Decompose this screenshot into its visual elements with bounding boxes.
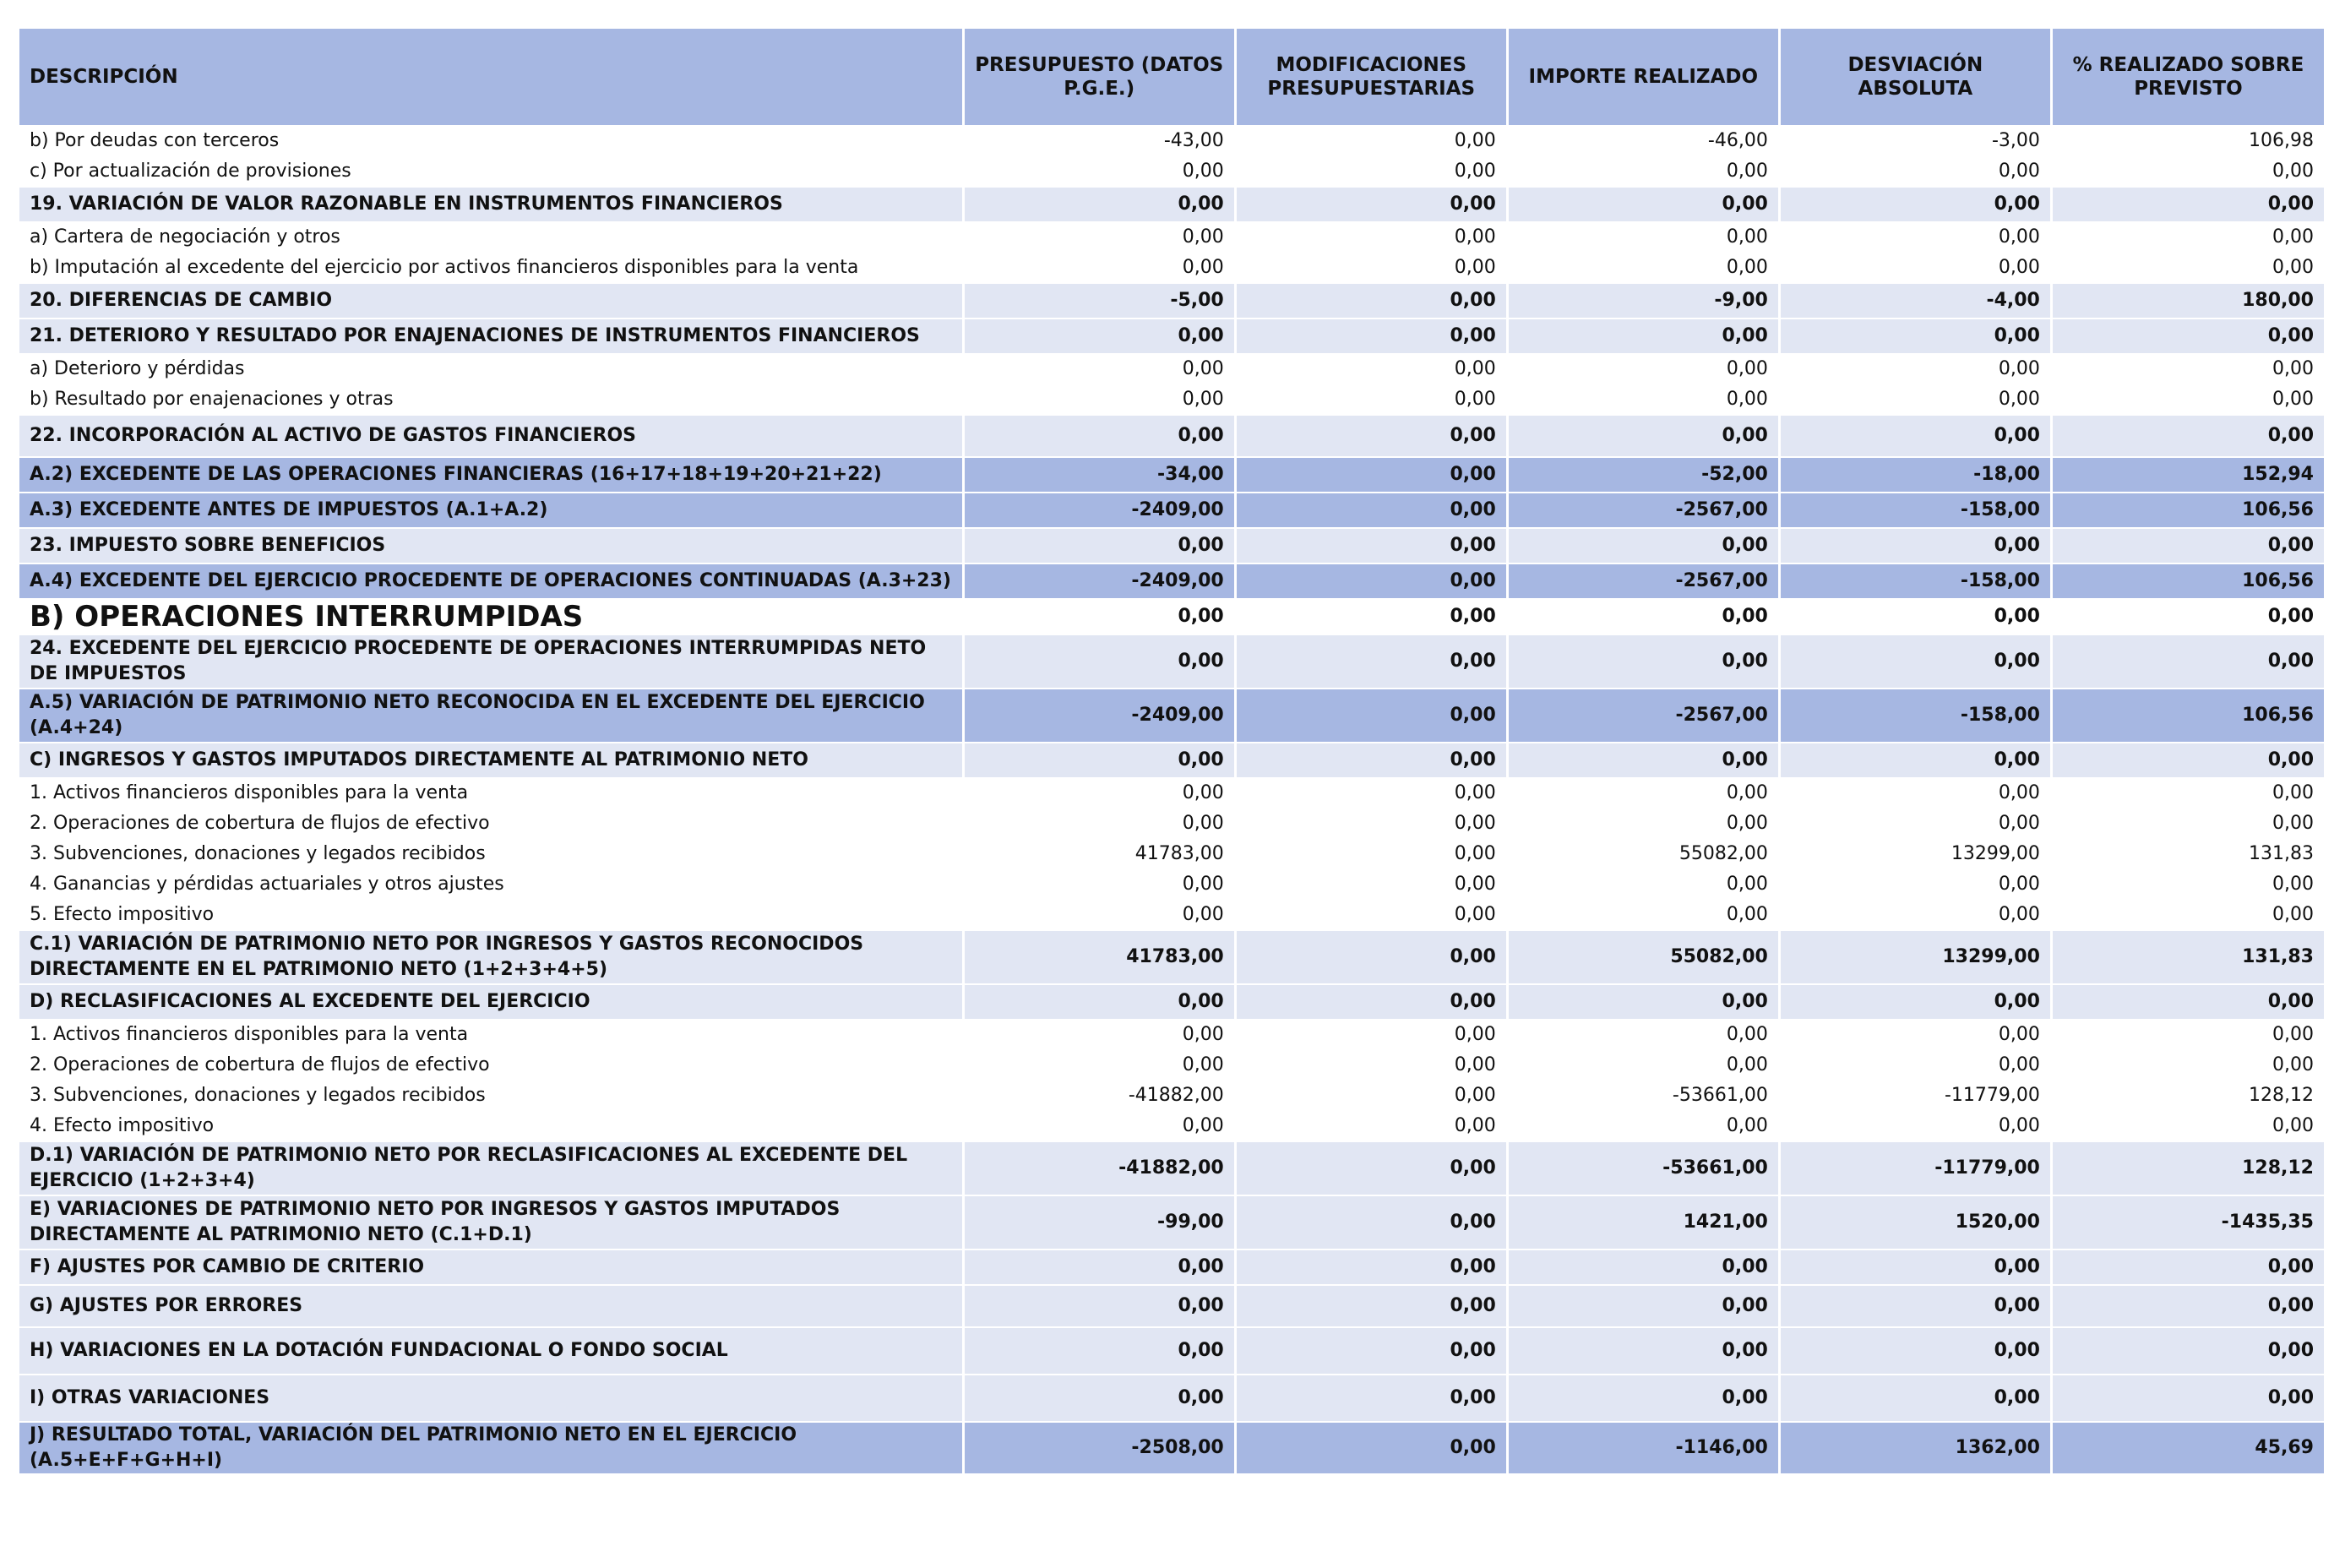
modificaciones-cell: 0,00 <box>1237 1112 1506 1141</box>
presupuesto-cell: 0,00 <box>965 1328 1234 1374</box>
importe-cell: 0,00 <box>1509 870 1778 899</box>
porcentaje-cell: 45,69 <box>2053 1423 2324 1473</box>
table-row <box>19 127 2324 155</box>
table-row <box>19 188 2324 221</box>
desviacion-cell: 0,00 <box>1781 385 2050 414</box>
presupuesto-cell: -43,00 <box>965 127 1234 155</box>
table-row <box>19 157 2324 186</box>
table-row <box>19 600 2324 634</box>
row-description: b) Imputación al excedente del ejercicio por activos financieros disponibles para la venta <box>19 253 962 282</box>
header-importe-realizado: IMPORTE REALIZADO <box>1509 29 1778 125</box>
importe-cell: 0,00 <box>1509 1112 1778 1141</box>
porcentaje-cell: 0,00 <box>2053 600 2324 634</box>
porcentaje-cell: 0,00 <box>2053 223 2324 252</box>
desviacion-cell: 0,00 <box>1781 1051 2050 1080</box>
row-description: 1. Activos financieros disponibles para la venta <box>19 1021 962 1049</box>
presupuesto-cell: -5,00 <box>965 284 1234 318</box>
table-row <box>19 743 2324 777</box>
row-description: H) VARIACIONES EN LA DOTACIÓN FUNDACIONAL O FONDO SOCIAL <box>19 1328 962 1374</box>
row-description: 20. DIFERENCIAS DE CAMBIO <box>19 284 962 318</box>
desviacion-cell: 0,00 <box>1781 1286 2050 1326</box>
presupuesto-cell: 0,00 <box>965 223 1234 252</box>
row-description: E) VARIACIONES DE PATRIMONIO NETO POR INGRESOS Y GASTOS IMPUTADOS DIRECTAMENTE AL PATRIMONIO NETO (C.1+D.1) <box>19 1196 962 1249</box>
desviacion-cell: 0,00 <box>1781 355 2050 384</box>
row-description: 19. VARIACIÓN DE VALOR RAZONABLE EN INSTRUMENTOS FINANCIEROS <box>19 188 962 221</box>
importe-cell: 0,00 <box>1509 743 1778 777</box>
importe-cell: 0,00 <box>1509 1328 1778 1374</box>
desviacion-cell: 0,00 <box>1781 985 2050 1019</box>
table-body <box>19 127 2324 1473</box>
modificaciones-cell: 0,00 <box>1237 1423 1506 1473</box>
budget-table <box>17 27 2326 1475</box>
presupuesto-cell: 0,00 <box>965 385 1234 414</box>
porcentaje-cell: 131,83 <box>2053 931 2324 983</box>
desviacion-cell: 0,00 <box>1781 743 2050 777</box>
row-description: A.2) EXCEDENTE DE LAS OPERACIONES FINANCIERAS (16+17+18+19+20+21+22) <box>19 458 962 492</box>
row-description: D.1) VARIACIÓN DE PATRIMONIO NETO POR RECLASIFICACIONES AL EXCEDENTE DEL EJERCICIO (1+2+3+4) <box>19 1142 962 1195</box>
presupuesto-cell: -2409,00 <box>965 493 1234 527</box>
row-description: 3. Subvenciones, donaciones y legados recibidos <box>19 840 962 868</box>
porcentaje-cell: 0,00 <box>2053 1051 2324 1080</box>
desviacion-cell: -158,00 <box>1781 493 2050 527</box>
row-description: F) AJUSTES POR CAMBIO DE CRITERIO <box>19 1250 962 1284</box>
header-row <box>19 29 2324 125</box>
table-row <box>19 635 2324 688</box>
table-row <box>19 985 2324 1019</box>
importe-cell: 1421,00 <box>1509 1196 1778 1249</box>
row-description: b) Resultado por enajenaciones y otras <box>19 385 962 414</box>
presupuesto-cell: 0,00 <box>965 529 1234 563</box>
importe-cell: 0,00 <box>1509 779 1778 808</box>
table-row <box>19 931 2324 983</box>
table-row <box>19 564 2324 598</box>
desviacion-cell: 0,00 <box>1781 319 2050 353</box>
modificaciones-cell: 0,00 <box>1237 600 1506 634</box>
modificaciones-cell: 0,00 <box>1237 1250 1506 1284</box>
row-description: 24. EXCEDENTE DEL EJERCICIO PROCEDENTE DE OPERACIONES INTERRUMPIDAS NETO DE IMPUESTOS <box>19 635 962 688</box>
importe-cell: 0,00 <box>1509 1375 1778 1421</box>
importe-cell: 0,00 <box>1509 223 1778 252</box>
presupuesto-cell: 0,00 <box>965 635 1234 688</box>
presupuesto-cell: -2409,00 <box>965 564 1234 598</box>
presupuesto-cell: 0,00 <box>965 1286 1234 1326</box>
modificaciones-cell: 0,00 <box>1237 870 1506 899</box>
presupuesto-cell: 0,00 <box>965 870 1234 899</box>
porcentaje-cell: 131,83 <box>2053 840 2324 868</box>
porcentaje-cell: 0,00 <box>2053 529 2324 563</box>
table-row <box>19 809 2324 838</box>
importe-cell: 0,00 <box>1509 385 1778 414</box>
modificaciones-cell: 0,00 <box>1237 1286 1506 1326</box>
desviacion-cell: -18,00 <box>1781 458 2050 492</box>
importe-cell: -1146,00 <box>1509 1423 1778 1473</box>
presupuesto-cell: -34,00 <box>965 458 1234 492</box>
porcentaje-cell: 0,00 <box>2053 1250 2324 1284</box>
row-description: 2. Operaciones de cobertura de flujos de efectivo <box>19 809 962 838</box>
modificaciones-cell: 0,00 <box>1237 416 1506 456</box>
desviacion-cell: 0,00 <box>1781 901 2050 929</box>
presupuesto-cell: 0,00 <box>965 743 1234 777</box>
desviacion-cell: 0,00 <box>1781 157 2050 186</box>
presupuesto-cell: 0,00 <box>965 319 1234 353</box>
modificaciones-cell: 0,00 <box>1237 223 1506 252</box>
desviacion-cell: -158,00 <box>1781 689 2050 742</box>
porcentaje-cell: 0,00 <box>2053 385 2324 414</box>
presupuesto-cell: -41882,00 <box>965 1142 1234 1195</box>
row-description: C.1) VARIACIÓN DE PATRIMONIO NETO POR INGRESOS Y GASTOS RECONOCIDOS DIRECTAMENTE EN EL PATRIMONIO NETO (1+2+3+4+5) <box>19 931 962 983</box>
desviacion-cell: -158,00 <box>1781 564 2050 598</box>
table-row <box>19 458 2324 492</box>
porcentaje-cell: 0,00 <box>2053 635 2324 688</box>
importe-cell: 0,00 <box>1509 1250 1778 1284</box>
desviacion-cell: -11779,00 <box>1781 1081 2050 1110</box>
presupuesto-cell: 0,00 <box>965 1375 1234 1421</box>
table-row <box>19 1051 2324 1080</box>
desviacion-cell: 1362,00 <box>1781 1423 2050 1473</box>
importe-cell: 0,00 <box>1509 1021 1778 1049</box>
presupuesto-cell: 0,00 <box>965 985 1234 1019</box>
porcentaje-cell: 106,56 <box>2053 689 2324 742</box>
desviacion-cell: -11779,00 <box>1781 1142 2050 1195</box>
presupuesto-cell: 0,00 <box>965 416 1234 456</box>
presupuesto-cell: 0,00 <box>965 600 1234 634</box>
desviacion-cell: 0,00 <box>1781 188 2050 221</box>
table-row <box>19 1286 2324 1326</box>
header-modificaciones: MODIFICACIONES PRESUPUESTARIAS <box>1237 29 1506 125</box>
porcentaje-cell: 128,12 <box>2053 1142 2324 1195</box>
importe-cell: 0,00 <box>1509 985 1778 1019</box>
row-description: 4. Ganancias y pérdidas actuariales y otros ajustes <box>19 870 962 899</box>
importe-cell: 0,00 <box>1509 319 1778 353</box>
porcentaje-cell: 0,00 <box>2053 1375 2324 1421</box>
importe-cell: 0,00 <box>1509 635 1778 688</box>
desviacion-cell: 0,00 <box>1781 529 2050 563</box>
porcentaje-cell: 0,00 <box>2053 743 2324 777</box>
modificaciones-cell: 0,00 <box>1237 689 1506 742</box>
row-description: A.4) EXCEDENTE DEL EJERCICIO PROCEDENTE DE OPERACIONES CONTINUADAS (A.3+23) <box>19 564 962 598</box>
modificaciones-cell: 0,00 <box>1237 1196 1506 1249</box>
row-description: a) Deterioro y pérdidas <box>19 355 962 384</box>
porcentaje-cell: 0,00 <box>2053 1328 2324 1374</box>
row-description: 4. Efecto impositivo <box>19 1112 962 1141</box>
importe-cell: -2567,00 <box>1509 493 1778 527</box>
table-row <box>19 840 2324 868</box>
presupuesto-cell: -2508,00 <box>965 1423 1234 1473</box>
porcentaje-cell: 0,00 <box>2053 809 2324 838</box>
row-description: 3. Subvenciones, donaciones y legados recibidos <box>19 1081 962 1110</box>
desviacion-cell: 0,00 <box>1781 1375 2050 1421</box>
importe-cell: -46,00 <box>1509 127 1778 155</box>
table-row <box>19 223 2324 252</box>
presupuesto-cell: 0,00 <box>965 1112 1234 1141</box>
desviacion-cell: 13299,00 <box>1781 840 2050 868</box>
modificaciones-cell: 0,00 <box>1237 458 1506 492</box>
modificaciones-cell: 0,00 <box>1237 319 1506 353</box>
desviacion-cell: 0,00 <box>1781 1250 2050 1284</box>
importe-cell: -52,00 <box>1509 458 1778 492</box>
desviacion-cell: 0,00 <box>1781 635 2050 688</box>
table-row <box>19 1375 2324 1421</box>
importe-cell: 0,00 <box>1509 809 1778 838</box>
modificaciones-cell: 0,00 <box>1237 1021 1506 1049</box>
table-row <box>19 1142 2324 1195</box>
row-description: D) RECLASIFICACIONES AL EXCEDENTE DEL EJERCICIO <box>19 985 962 1019</box>
modificaciones-cell: 0,00 <box>1237 385 1506 414</box>
porcentaje-cell: 0,00 <box>2053 319 2324 353</box>
presupuesto-cell: 0,00 <box>965 901 1234 929</box>
importe-cell: 0,00 <box>1509 1051 1778 1080</box>
desviacion-cell: 0,00 <box>1781 1112 2050 1141</box>
row-description: 5. Efecto impositivo <box>19 901 962 929</box>
importe-cell: 55082,00 <box>1509 840 1778 868</box>
desviacion-cell: 0,00 <box>1781 1328 2050 1374</box>
porcentaje-cell: 0,00 <box>2053 416 2324 456</box>
table-row <box>19 1328 2324 1374</box>
porcentaje-cell: 0,00 <box>2053 1021 2324 1049</box>
modificaciones-cell: 0,00 <box>1237 493 1506 527</box>
table-row <box>19 901 2324 929</box>
importe-cell: -2567,00 <box>1509 564 1778 598</box>
porcentaje-cell: 0,00 <box>2053 779 2324 808</box>
table-row <box>19 1250 2324 1284</box>
importe-cell: 0,00 <box>1509 157 1778 186</box>
table-row <box>19 529 2324 563</box>
desviacion-cell: 0,00 <box>1781 600 2050 634</box>
row-description: G) AJUSTES POR ERRORES <box>19 1286 962 1326</box>
table-row <box>19 284 2324 318</box>
header-presupuesto: PRESUPUESTO (DATOS P.G.E.) <box>965 29 1234 125</box>
row-description: A.5) VARIACIÓN DE PATRIMONIO NETO RECONOCIDA EN EL EXCEDENTE DEL EJERCICIO (A.4+24) <box>19 689 962 742</box>
importe-cell: 0,00 <box>1509 355 1778 384</box>
porcentaje-cell: 106,98 <box>2053 127 2324 155</box>
table-row <box>19 1021 2324 1049</box>
table-row <box>19 1112 2324 1141</box>
presupuesto-cell: 41783,00 <box>965 931 1234 983</box>
desviacion-cell: 0,00 <box>1781 779 2050 808</box>
desviacion-cell: 0,00 <box>1781 416 2050 456</box>
presupuesto-cell: 0,00 <box>965 1051 1234 1080</box>
presupuesto-cell: 0,00 <box>965 779 1234 808</box>
table-row <box>19 689 2324 742</box>
row-description: c) Por actualización de provisiones <box>19 157 962 186</box>
importe-cell: 0,00 <box>1509 188 1778 221</box>
table-row <box>19 385 2324 414</box>
table-row <box>19 779 2324 808</box>
porcentaje-cell: 0,00 <box>2053 253 2324 282</box>
importe-cell: 0,00 <box>1509 529 1778 563</box>
porcentaje-cell: 0,00 <box>2053 188 2324 221</box>
importe-cell: 0,00 <box>1509 901 1778 929</box>
importe-cell: 0,00 <box>1509 600 1778 634</box>
porcentaje-cell: 0,00 <box>2053 157 2324 186</box>
porcentaje-cell: 0,00 <box>2053 870 2324 899</box>
presupuesto-cell: 0,00 <box>965 809 1234 838</box>
presupuesto-cell: 0,00 <box>965 157 1234 186</box>
modificaciones-cell: 0,00 <box>1237 355 1506 384</box>
row-description: a) Cartera de negociación y otros <box>19 223 962 252</box>
presupuesto-cell: 0,00 <box>965 1021 1234 1049</box>
modificaciones-cell: 0,00 <box>1237 985 1506 1019</box>
desviacion-cell: 13299,00 <box>1781 931 2050 983</box>
table-row <box>19 355 2324 384</box>
porcentaje-cell: 152,94 <box>2053 458 2324 492</box>
table-row <box>19 870 2324 899</box>
importe-cell: 0,00 <box>1509 1286 1778 1326</box>
porcentaje-cell: -1435,35 <box>2053 1196 2324 1249</box>
table-row <box>19 319 2324 353</box>
modificaciones-cell: 0,00 <box>1237 779 1506 808</box>
row-description: 21. DETERIORO Y RESULTADO POR ENAJENACIONES DE INSTRUMENTOS FINANCIEROS <box>19 319 962 353</box>
presupuesto-cell: 0,00 <box>965 253 1234 282</box>
modificaciones-cell: 0,00 <box>1237 809 1506 838</box>
table-row <box>19 416 2324 456</box>
modificaciones-cell: 0,00 <box>1237 1051 1506 1080</box>
presupuesto-cell: 0,00 <box>965 1250 1234 1284</box>
importe-cell: -9,00 <box>1509 284 1778 318</box>
importe-cell: -53661,00 <box>1509 1081 1778 1110</box>
porcentaje-cell: 180,00 <box>2053 284 2324 318</box>
importe-cell: 55082,00 <box>1509 931 1778 983</box>
modificaciones-cell: 0,00 <box>1237 1142 1506 1195</box>
presupuesto-cell: -2409,00 <box>965 689 1234 742</box>
table-row <box>19 253 2324 282</box>
modificaciones-cell: 0,00 <box>1237 529 1506 563</box>
porcentaje-cell: 0,00 <box>2053 1286 2324 1326</box>
row-description: J) RESULTADO TOTAL, VARIACIÓN DEL PATRIMONIO NETO EN EL EJERCICIO (A.5+E+F+G+H+I) <box>19 1423 962 1473</box>
modificaciones-cell: 0,00 <box>1237 1328 1506 1374</box>
presupuesto-cell: -99,00 <box>965 1196 1234 1249</box>
modificaciones-cell: 0,00 <box>1237 157 1506 186</box>
modificaciones-cell: 0,00 <box>1237 635 1506 688</box>
modificaciones-cell: 0,00 <box>1237 127 1506 155</box>
table-row <box>19 1196 2324 1249</box>
modificaciones-cell: 0,00 <box>1237 253 1506 282</box>
desviacion-cell: 0,00 <box>1781 1021 2050 1049</box>
modificaciones-cell: 0,00 <box>1237 840 1506 868</box>
presupuesto-cell: 0,00 <box>965 188 1234 221</box>
porcentaje-cell: 106,56 <box>2053 564 2324 598</box>
row-description: I) OTRAS VARIACIONES <box>19 1375 962 1421</box>
header-desviacion-absoluta: DESVIACIÓN ABSOLUTA <box>1781 29 2050 125</box>
row-description: C) INGRESOS Y GASTOS IMPUTADOS DIRECTAMENTE AL PATRIMONIO NETO <box>19 743 962 777</box>
porcentaje-cell: 0,00 <box>2053 901 2324 929</box>
desviacion-cell: 0,00 <box>1781 223 2050 252</box>
desviacion-cell: 1520,00 <box>1781 1196 2050 1249</box>
modificaciones-cell: 0,00 <box>1237 743 1506 777</box>
table-row <box>19 1081 2324 1110</box>
importe-cell: 0,00 <box>1509 416 1778 456</box>
desviacion-cell: -4,00 <box>1781 284 2050 318</box>
importe-cell: -2567,00 <box>1509 689 1778 742</box>
modificaciones-cell: 0,00 <box>1237 188 1506 221</box>
modificaciones-cell: 0,00 <box>1237 931 1506 983</box>
modificaciones-cell: 0,00 <box>1237 284 1506 318</box>
header-description: DESCRIPCIÓN <box>19 29 962 125</box>
importe-cell: 0,00 <box>1509 253 1778 282</box>
presupuesto-cell: 0,00 <box>965 355 1234 384</box>
row-description: A.3) EXCEDENTE ANTES DE IMPUESTOS (A.1+A.2) <box>19 493 962 527</box>
importe-cell: -53661,00 <box>1509 1142 1778 1195</box>
modificaciones-cell: 0,00 <box>1237 901 1506 929</box>
desviacion-cell: 0,00 <box>1781 870 2050 899</box>
modificaciones-cell: 0,00 <box>1237 564 1506 598</box>
porcentaje-cell: 128,12 <box>2053 1081 2324 1110</box>
table-row <box>19 1423 2324 1473</box>
desviacion-cell: 0,00 <box>1781 809 2050 838</box>
table-row <box>19 493 2324 527</box>
presupuesto-cell: 41783,00 <box>965 840 1234 868</box>
porcentaje-cell: 0,00 <box>2053 1112 2324 1141</box>
row-description: 2. Operaciones de cobertura de flujos de efectivo <box>19 1051 962 1080</box>
modificaciones-cell: 0,00 <box>1237 1375 1506 1421</box>
porcentaje-cell: 0,00 <box>2053 355 2324 384</box>
row-description: B) OPERACIONES INTERRUMPIDAS <box>19 600 962 634</box>
modificaciones-cell: 0,00 <box>1237 1081 1506 1110</box>
row-description: 1. Activos financieros disponibles para la venta <box>19 779 962 808</box>
header-porcentaje-realizado: % REALIZADO SOBRE PREVISTO <box>2053 29 2324 125</box>
row-description: b) Por deudas con terceros <box>19 127 962 155</box>
porcentaje-cell: 0,00 <box>2053 985 2324 1019</box>
row-description: 23. IMPUESTO SOBRE BENEFICIOS <box>19 529 962 563</box>
desviacion-cell: -3,00 <box>1781 127 2050 155</box>
row-description: 22. INCORPORACIÓN AL ACTIVO DE GASTOS FINANCIEROS <box>19 416 962 456</box>
desviacion-cell: 0,00 <box>1781 253 2050 282</box>
porcentaje-cell: 106,56 <box>2053 493 2324 527</box>
presupuesto-cell: -41882,00 <box>965 1081 1234 1110</box>
